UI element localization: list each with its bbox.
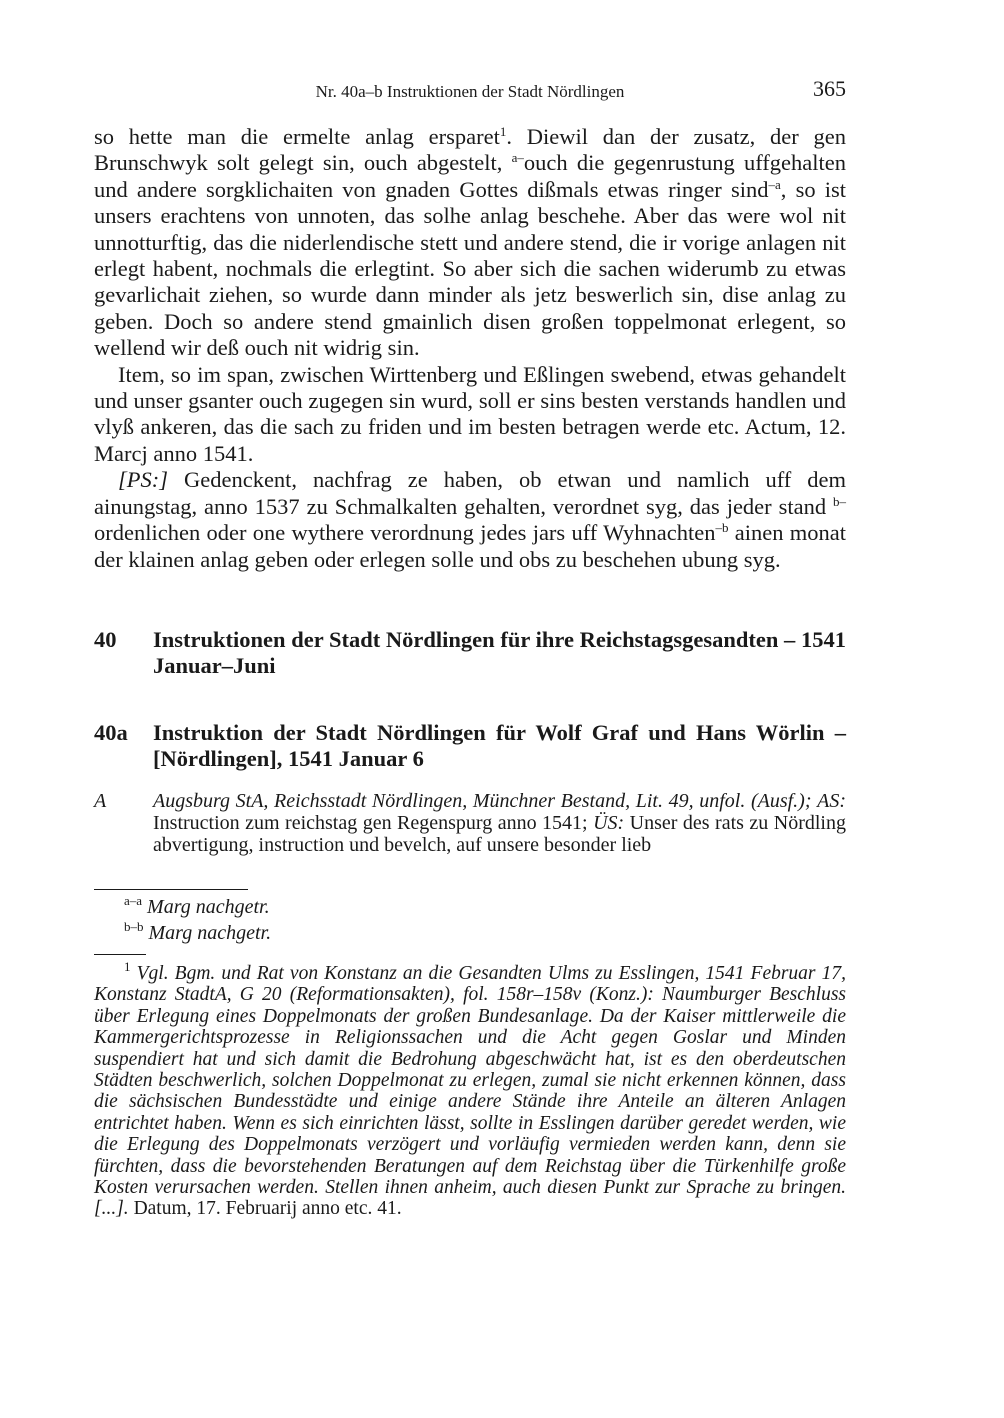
paragraph-1-text-2: . Diewil dan der zusatz, der gen Brunschwyk solt gelegt sin, ouch abgestelt, bbox=[94, 124, 847, 176]
body-text bbox=[94, 124, 846, 573]
paragraph-1-text-3: ouch die gegenrustung uffgehalten und andere sorgklichaiten von gnaden Gottes dißmals etwas ringer sind bbox=[94, 150, 846, 202]
variant-mark-b-open: b– bbox=[833, 493, 846, 509]
paragraph-1 bbox=[94, 124, 846, 362]
source-us-text: Unser des rats zu Nördling abvertigung, instruction und bevelch, auf unsere besonder lieb bbox=[153, 811, 846, 856]
variant-mark-a-open: a– bbox=[511, 150, 524, 166]
source-siglum: A bbox=[94, 789, 107, 812]
source-us-label: ÜS: bbox=[593, 811, 625, 834]
paragraph-2: Item, so im span, zwischen Wirttenberg und Eßlingen swebend, etwas gehandelt und unser gsanter ouch zugegen sin wurd, soll er sins besten verstands handlen und vlyß ankeren, das die sach zu friden und im besten betragen werde etc. Actum, 12. Marcj anno 1541. bbox=[94, 361, 846, 466]
page-number: 365 bbox=[813, 76, 846, 101]
subsection-number: 40a bbox=[94, 719, 128, 745]
variant-notes bbox=[94, 894, 846, 946]
paragraph-1-text-1: so hette man die ermelte anlag ersparet bbox=[94, 124, 500, 149]
section-number: 40 bbox=[94, 626, 117, 652]
footnote-separator-short bbox=[94, 954, 146, 955]
page bbox=[94, 76, 846, 1220]
source-description bbox=[94, 790, 846, 856]
source-archive: Augsburg StA, Reichsstadt Nördlingen, Münchner Bestand, Lit. 49, unfol. (Ausf.); bbox=[153, 789, 812, 812]
variant-note-mark: b–b bbox=[124, 918, 144, 934]
footnote-separator bbox=[94, 889, 248, 890]
running-title: Nr. 40a–b Instruktionen der Stadt Nördlingen bbox=[315, 82, 625, 101]
source-as-label: AS: bbox=[817, 789, 846, 812]
variant-note-text: Marg nachgetr. bbox=[147, 895, 270, 918]
running-head bbox=[94, 76, 846, 106]
footnote-italic-text: Vgl. Bgm. und Rat von Konstanz an die Gesandten Ulms zu Esslingen, 1541 Februar 17, Konstanz StadtA, G 20 (Reformationsakten), fol. 158r–158v (Konz.): Naumburger Beschluss über Erlegung eines Doppelmonats der großen Bundesanlage. Da der Kaiser mittlerweile die Kammergerichtsprozesse in Religionssachen und die Acht gegen Goslar und Minden suspendiert hat und sich damit die Bedrohung abgeschwächt hat, ist es den oberdeutschen Städten beschwerlich, solchen Doppelmonat zu erlegen, zumal sie nicht erkennen können, dass die sächsischen Bundesstädte und einige andere Stände ihre Anteile an älteren Anlagen entrichtet haben. Wenn es sich einrichten lässt, sollte in Esslingen darüber geredet werden, wie die Erlegung des Doppelmonats verzögert und vorläufig vermieden werden kann, denn sie fürchten, dass die bevorstehenden Beratungen auf dem Reichstag über die Türkenhilfe große Kosten verursachen werden. Stellen ihnen anheim, auch diesen Punkt zur Sprache zu bringen. [...]. bbox=[94, 962, 847, 1220]
postscript-label: [PS:] bbox=[118, 467, 168, 493]
footnote-plain-text: Datum, 17. Februarij anno etc. 41. bbox=[128, 1198, 402, 1220]
variant-mark-b-close: –b bbox=[715, 520, 729, 536]
subsection-title: Instruktion der Stadt Nördlingen für Wolf Graf und Hans Wörlin – [Nördlingen], 1541 Januar 6 bbox=[153, 719, 846, 771]
paragraph-3 bbox=[94, 467, 846, 573]
variant-note-a bbox=[124, 894, 846, 920]
paragraph-3-text-2: ordenlichen oder one wythere verordnung jedes jars uff Wyhnachten bbox=[94, 520, 716, 546]
section-title: Instruktionen der Stadt Nördlingen für ihre Reichstagsgesandten – 1541 Januar–Juni bbox=[153, 626, 846, 678]
footnote-1 bbox=[94, 958, 847, 1220]
variant-note-mark: a–a bbox=[124, 892, 143, 908]
footnote-ref-1: 1 bbox=[499, 124, 507, 139]
variant-mark-a-close: –a bbox=[768, 176, 781, 192]
paragraph-1-text-4: , so ist unsers erachtens von unnoten, das solhe anlag beschehe. Aber das were wol nit unnotturftig, das die niderlendische stett und andere stend, die ir vorige anlagen nit erlegt habent, nochmals die erlegtint. So aber sich die sachen widerumb zu etwas gevarlichait ziehen, so wurde dann minder als jetz beswerlich sin, dise anlag zu geben. Doch so andere stend gmainlich disen großen toppelmonat erlegent, so wellend wir deß ouch nit widrig sin. bbox=[94, 176, 846, 361]
footnote-number: 1 bbox=[124, 958, 131, 974]
source-as-text: Instruction zum reichstag gen Regenspurg anno 1541; bbox=[153, 811, 594, 834]
section-heading-40 bbox=[94, 627, 846, 679]
paragraph-3-text-1: Gedenckent, nachfrag ze haben, ob etwan und namlich uff dem ainungstag, anno 1537 zu Schmalkalten gehalten, verordnet syg, das jeder stand bbox=[94, 467, 846, 519]
section-heading-40a bbox=[94, 720, 846, 772]
source-text bbox=[153, 790, 846, 856]
variant-note-text: Marg nachgetr. bbox=[148, 921, 272, 944]
paragraph-3-text-3: ainen monat der klainen anlag geben oder erlegen solle und obs zu beschehen ubung syg. bbox=[94, 520, 846, 572]
variant-note-b bbox=[124, 920, 846, 946]
